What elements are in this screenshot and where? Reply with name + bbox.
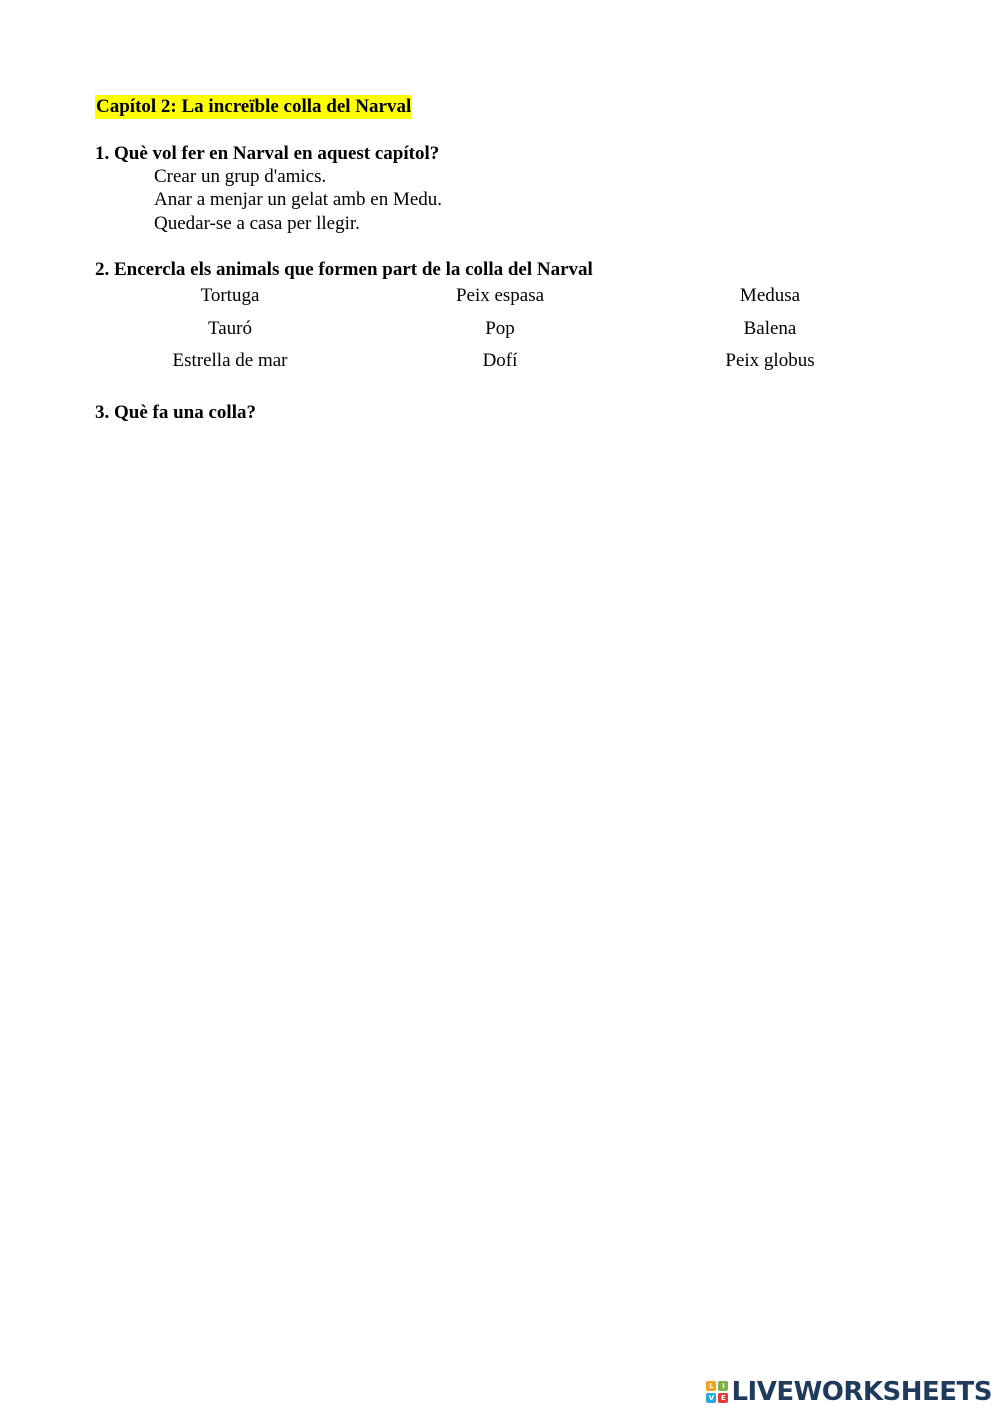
question-2: 2. Encercla els animals que formen part de la colla del Narval bbox=[95, 259, 593, 280]
logo-letter-i: I bbox=[718, 1381, 728, 1391]
animal-choice[interactable]: Peix espasa bbox=[455, 285, 545, 306]
animal-choice[interactable]: Pop bbox=[485, 317, 515, 339]
liveworksheets-logo-text: LIVEWORKSHEETS bbox=[731, 1377, 992, 1407]
liveworksheets-logo-icon bbox=[706, 1381, 728, 1403]
animal-choices-grid bbox=[95, 284, 905, 382]
animal-choice[interactable]: Balena bbox=[743, 317, 797, 339]
option-1[interactable]: Crear un grup d'amics. bbox=[154, 166, 327, 187]
animal-choice[interactable]: Medusa bbox=[739, 285, 801, 306]
logo-letter-v: V bbox=[706, 1393, 716, 1403]
chapter-title: Capítol 2: La increïble colla del Narval bbox=[96, 96, 412, 117]
option-3[interactable]: Quedar-se a casa per llegir. bbox=[154, 212, 360, 234]
animal-choice[interactable]: Peix globus bbox=[725, 350, 815, 372]
logo-letter-l: L bbox=[706, 1381, 716, 1391]
animal-choice[interactable]: Tortuga bbox=[200, 285, 260, 306]
liveworksheets-logo bbox=[706, 1377, 992, 1407]
question-3: 3. Què fa una colla? bbox=[95, 402, 256, 423]
animal-choice[interactable]: Tauró bbox=[207, 317, 253, 339]
animal-choice[interactable]: Estrella de mar bbox=[172, 350, 288, 372]
animal-choice[interactable]: Dofí bbox=[482, 350, 518, 372]
logo-letter-e: E bbox=[718, 1393, 728, 1403]
option-2[interactable]: Anar a menjar un gelat amb en Medu. bbox=[154, 189, 443, 211]
question-1-options bbox=[154, 165, 442, 235]
question-1: 1. Què vol fer en Narval en aquest capítol? bbox=[95, 143, 440, 164]
